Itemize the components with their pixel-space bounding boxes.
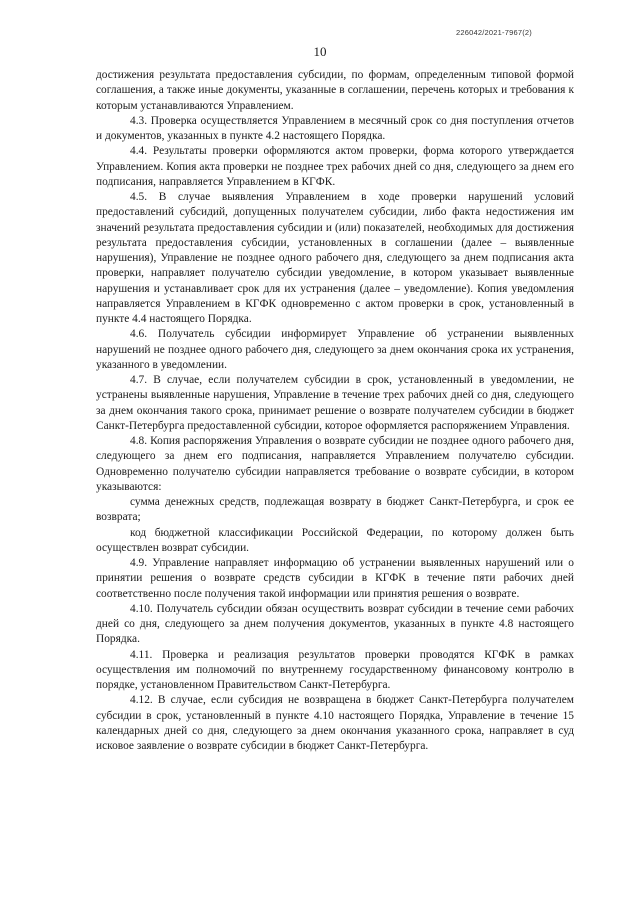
paragraph-4-10: 4.10. Получатель субсидии обязан осуществить возврат субсидии в течение семи рабочих дней со дня, следующего за днем получения документов, указанных в пункте 4.8 настоящего Порядка. <box>96 602 574 646</box>
paragraph-4-5: 4.5. В случае выявления Управлением в ходе проверки нарушений условий предоставлений субсидий, допущенных получателем субсидии, либо факта недостижения им значений результата предоставления субсидии и (или) показателей, необходимых для достижения результата предоставления субсидии, установленных в соглашении (далее – выявленные нарушения), Управление не позднее одного рабочего дня, следующего за днем подписания акта проверки, направляет получателю субсидии уведомление, в котором указывает выявленные нарушения и устанавливает срок для их устранения (далее – уведомление). Копия уведомления направляется Управлением в КГФК одновременно с актом проверки в срок, установленный в пункте 4.4 настоящего Порядка. <box>96 191 574 325</box>
paragraph-4-3: 4.3. Проверка осуществляется Управлением в месячный срок со дня поступления отчетов и документов, указанных в пункте 4.2 настоящего Порядка. <box>96 114 574 142</box>
paragraph-4-7: 4.7. В случае, если получателем субсидии в срок, установленный в уведомлении, не устранены выявленные нарушения, Управление в течение трех рабочих дней со дня, следующего за днем окончания такого срока, принимает решение о возврате получателем субсидии в бюджет Санкт-Петербурга предоставленной субсидии, которое оформляется распоряжением Управления. <box>96 374 574 432</box>
paragraph-4-8-item-code: код бюджетной классификации Российской Федерации, по которому должен быть осуществлен возврат субсидии. <box>96 526 574 554</box>
document-id: 226042/2021-7967(2) <box>456 28 532 37</box>
page-number: 10 <box>313 44 327 59</box>
paragraph-4-8-item-amount: сумма денежных средств, подлежащая возврату в бюджет Санкт-Петербурга, и срок ее возврата; <box>96 496 574 524</box>
paragraph-4-9: 4.9. Управление направляет информацию об устранении выявленных нарушений или о принятии решения о возврате средств субсидии в КГФК в течение пяти рабочих дней соответственно после получения такой информации или принятия решения о возврате. <box>96 557 574 600</box>
paragraph-4-8: 4.8. Копия распоряжения Управления о возврате субсидии не позднее одного рабочего дня, следующего за днем его подписания, направляется Управлением получателю субсидии. Одновременно получателю субсидии направляется требование о возврате субсидии, в котором указываются: <box>96 435 574 493</box>
paragraph-4-6: 4.6. Получатель субсидии информирует Управление об устранении выявленных нарушений не позднее одного рабочего дня, следующего за днем окончания срока их устранения, указанного в уведомлении. <box>96 328 574 371</box>
paragraph-4-12: 4.12. В случае, если субсидия не возвращена в бюджет Санкт-Петербурга получателем субсидии в срок, установленный в пункте 4.10 настоящего Порядка, Управление в течение 15 календарных дней со дня, следующего за днем окончания указанного срока, направляет в суд исковое заявление о возврате субсидии в бюджет Санкт-Петербурга. <box>96 694 574 752</box>
document-body <box>96 68 574 754</box>
paragraph-4-11: 4.11. Проверка и реализация результатов проверки проводятся КГФК в рамках осуществления им полномочий по внутреннему государственному финансовому контролю в порядке, установленном Правительством Санкт-Петербурга. <box>96 648 574 691</box>
paragraph-continuation: достижения результата предоставления субсидии, по формам, определенным типовой формой соглашения, а также иные документы, указанные в соглашении, перечень которых и требования к которым устанавливаются Управлением. <box>96 69 574 112</box>
paragraph-4-4: 4.4. Результаты проверки оформляются актом проверки, форма которого утверждается Управлением. Копия акта проверки не позднее трех рабочих дней со дня, следующего за днем его подписания, направляется Управлением в КГФК. <box>96 145 574 188</box>
